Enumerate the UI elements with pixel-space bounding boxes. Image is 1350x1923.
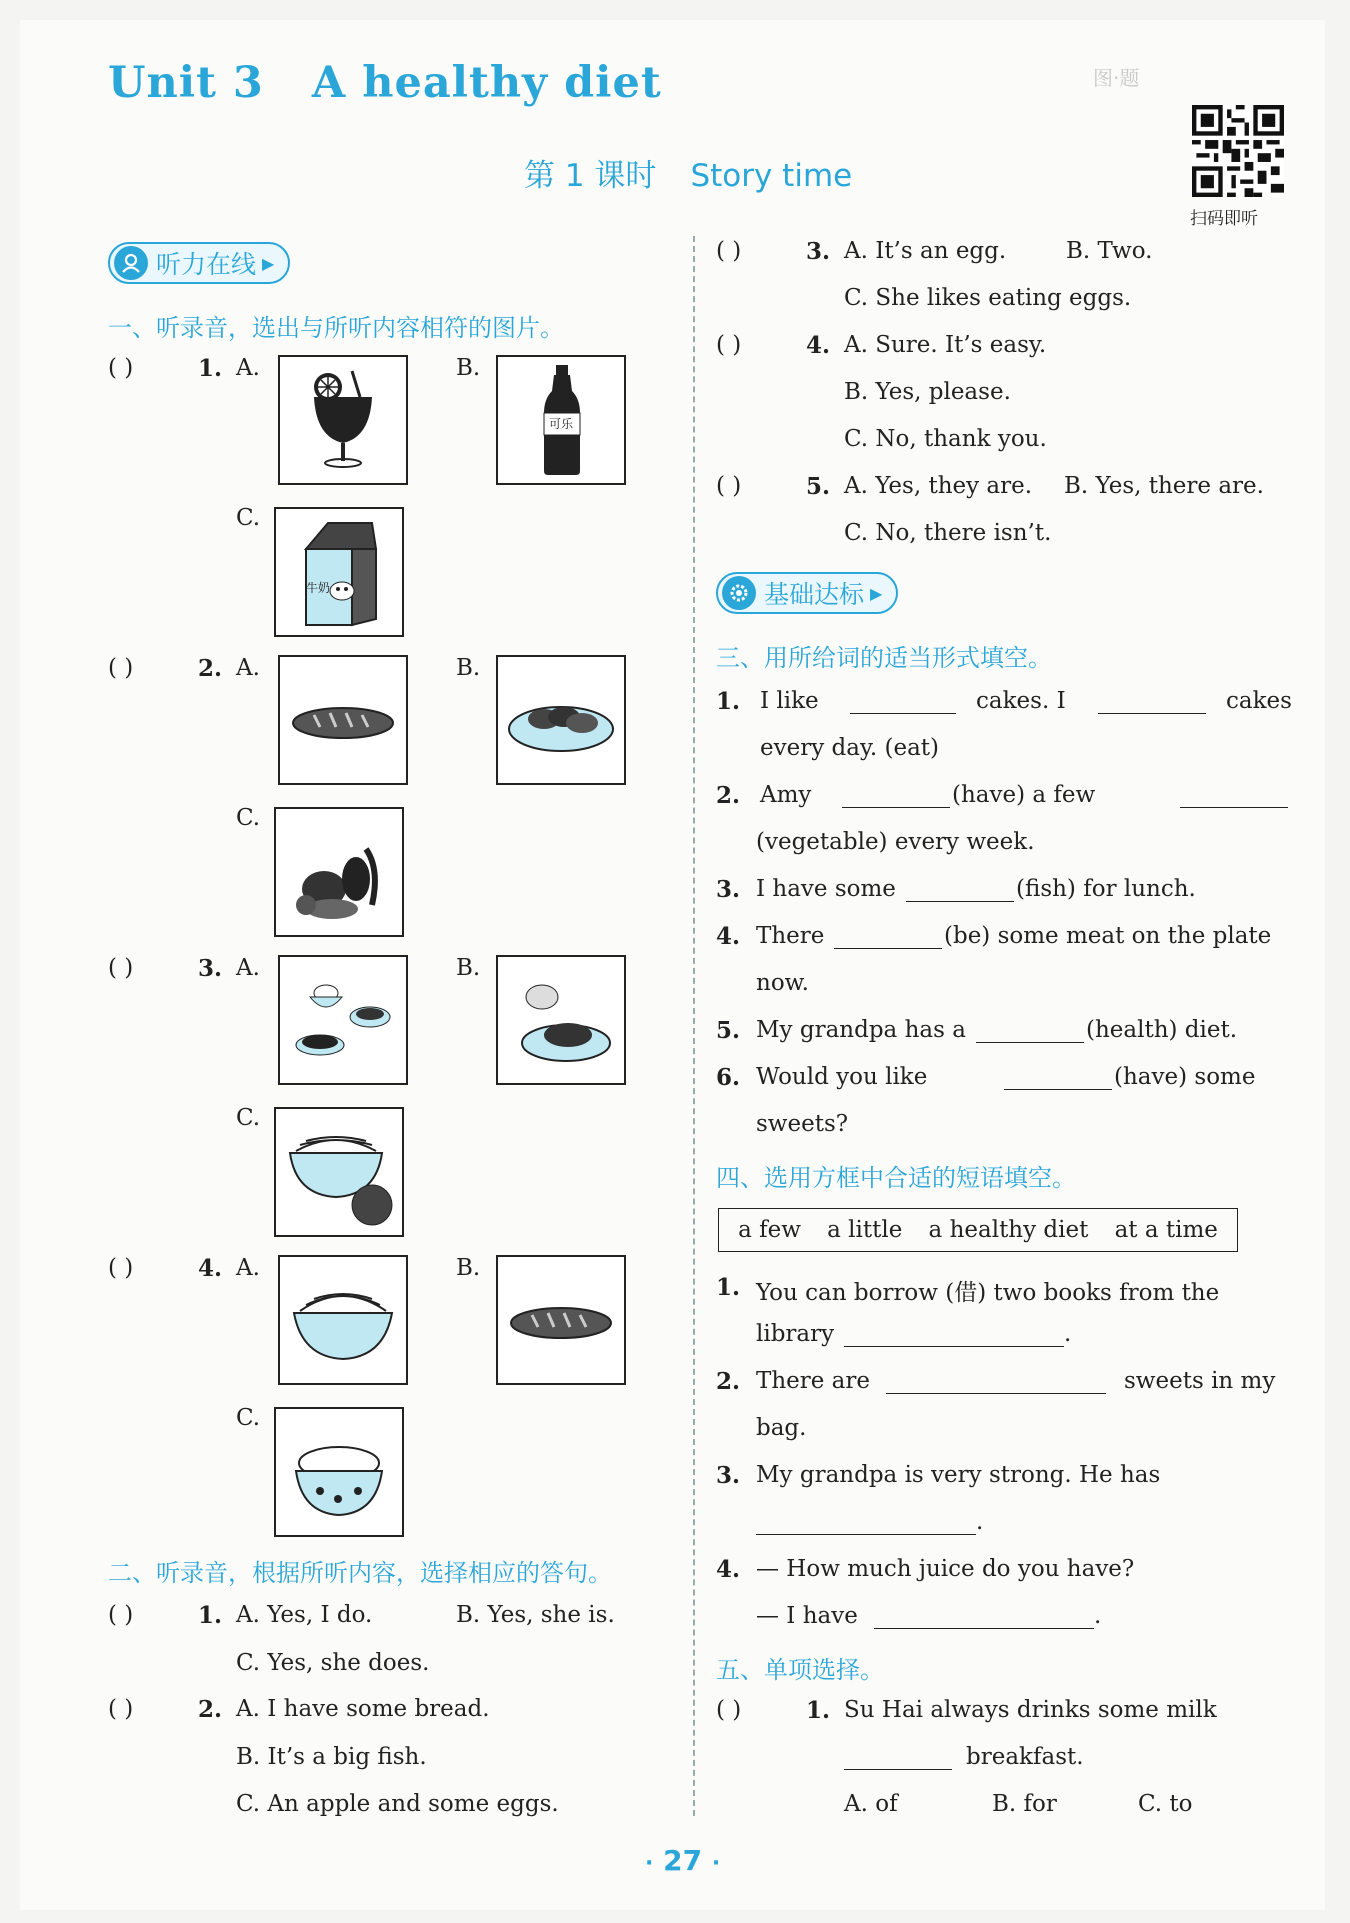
rice-and-dishes-icon <box>280 957 406 1083</box>
option-image-bread-2[interactable] <box>496 1255 626 1385</box>
section5-heading: 五、单项选择。 <box>716 1656 884 1684</box>
play-arrow-icon: ▶ <box>262 253 275 273</box>
fill-blank[interactable] <box>976 1021 1084 1043</box>
phrase-option: a few <box>738 1217 801 1243</box>
fill-blank[interactable] <box>886 1372 1106 1394</box>
rice-bowl-icon <box>276 1409 402 1535</box>
phrase-option: at a time <box>1114 1217 1218 1243</box>
answer-blank[interactable]: ( ) <box>108 1602 134 1628</box>
meat-plate-icon <box>498 657 624 783</box>
juice-glass-icon <box>280 357 406 483</box>
listening-badge: 听力在线 ▶ <box>108 242 290 284</box>
answer-blank[interactable]: ( ) <box>716 473 742 499</box>
option-b[interactable]: B. for <box>992 1791 1057 1817</box>
answer-blank[interactable]: ( ) <box>108 1696 134 1722</box>
fill-blank[interactable] <box>834 927 942 949</box>
fill-blank[interactable] <box>756 1513 976 1535</box>
phrase-box <box>718 1208 1238 1252</box>
fill-blank[interactable] <box>1180 786 1288 808</box>
fill-blank[interactable] <box>844 1325 1064 1347</box>
option-image-rice[interactable] <box>274 1407 404 1537</box>
answer-blank[interactable]: ( ) <box>716 332 742 358</box>
option-image-milk[interactable]: 牛奶 <box>274 507 404 637</box>
option-image-meat[interactable] <box>496 655 626 785</box>
answer-blank[interactable]: ( ) <box>108 655 134 681</box>
answer-blank[interactable]: ( ) <box>108 355 134 381</box>
answer-blank[interactable]: ( ) <box>108 1255 134 1281</box>
bread-icon <box>280 657 406 783</box>
bread-icon <box>498 1257 624 1383</box>
option-image-cola[interactable]: 可乐 <box>496 355 626 485</box>
egg-and-meat-icon <box>498 957 624 1083</box>
milk-carton-icon <box>276 509 402 635</box>
option-image-noodles-apple[interactable] <box>274 1107 404 1237</box>
watermark: 图·题 <box>1093 66 1140 90</box>
option-image-egg-meat[interactable] <box>496 955 626 1085</box>
fill-blank[interactable] <box>906 880 1014 902</box>
option-image-rice-dishes[interactable] <box>278 955 408 1085</box>
section1-heading: 一、听录音，选出与所听内容相符的图片。 <box>108 314 564 342</box>
phrase-option: a healthy diet <box>928 1217 1089 1243</box>
section4-heading: 四、选用方框中合适的短语填空。 <box>716 1164 1076 1192</box>
qr-code-icon[interactable] <box>1192 105 1284 197</box>
answer-blank[interactable]: ( ) <box>716 238 742 264</box>
fill-blank[interactable] <box>1098 692 1206 714</box>
section3-heading: 三、用所给词的适当形式填空。 <box>716 644 1052 672</box>
play-arrow-icon: ▶ <box>870 583 883 603</box>
option-c[interactable]: C. to <box>1138 1791 1193 1817</box>
headset-icon <box>114 246 148 280</box>
fill-blank[interactable] <box>844 1748 952 1770</box>
gear-icon <box>722 576 756 610</box>
option-a[interactable]: A. of <box>844 1791 898 1817</box>
column-divider <box>693 236 695 1816</box>
unit-title: Unit 3 A healthy diet <box>108 58 662 108</box>
qr-label: 扫码即听 <box>1190 209 1258 229</box>
fill-blank[interactable] <box>842 786 950 808</box>
page-number: · 27 · <box>645 1844 721 1877</box>
noodles-apple-icon <box>276 1109 402 1235</box>
section2-heading: 二、听录音，根据所听内容，选择相应的答句。 <box>108 1559 612 1587</box>
option-image-noodles[interactable] <box>278 1255 408 1385</box>
noodles-bowl-icon <box>280 1257 406 1383</box>
fill-blank[interactable] <box>850 692 956 714</box>
answer-blank[interactable]: ( ) <box>108 955 134 981</box>
option-image-vegetables[interactable] <box>274 807 404 937</box>
vegetables-icon <box>276 809 402 935</box>
phrase-option: a little <box>827 1217 903 1243</box>
lesson-title: 第 1 课时 Story time <box>524 158 853 194</box>
option-image-juice[interactable] <box>278 355 408 485</box>
basics-badge: 基础达标 ▶ <box>716 572 898 614</box>
option-image-bread[interactable] <box>278 655 408 785</box>
fill-blank[interactable] <box>1004 1068 1112 1090</box>
answer-blank[interactable]: ( ) <box>716 1697 742 1723</box>
fill-blank[interactable] <box>874 1607 1094 1629</box>
